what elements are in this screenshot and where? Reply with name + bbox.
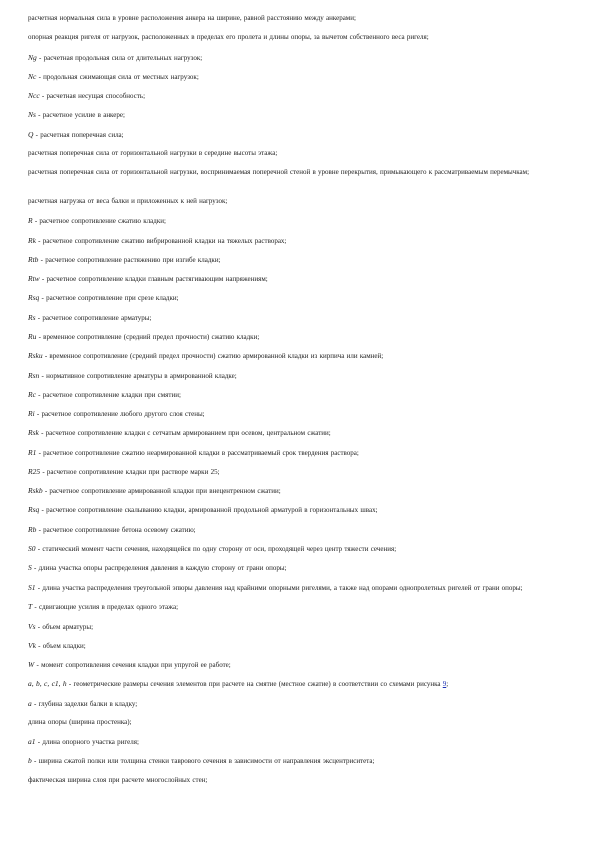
definition-text: - расчетная поперечная сила; [33,131,124,139]
definition-line [28,737,576,747]
definition-text: - временное сопротивление (средний предел прочности) сжатию армированной кладки из кирпича или камней; [42,352,384,360]
definition-symbol: Rsk [28,428,39,437]
definition-line [28,563,576,573]
definition-text: - ширина сжатой полки или толщина стенки таврового сечения в зависимости от направления эксцентриситета; [31,757,375,765]
definition-line [28,130,576,140]
definition-symbol: Rtw [28,274,40,283]
definition-symbol: b [28,756,32,765]
definition-line [28,91,576,101]
definition-text: фактическая ширина слоя при расчете многослойных стен; [28,776,208,784]
definition-symbol: T [28,602,33,611]
definition-line [28,776,576,785]
definition-text: - расчетная продольная сила от длительных нагрузок; [36,54,203,62]
definition-symbol: S1 [28,583,36,592]
definition-symbol: R25 [28,467,41,476]
definition-symbol: Ri [28,409,35,418]
definition-line [28,699,576,709]
definition-text: - расчетное сопротивление кладки главным растягивающим напряжениям; [39,275,268,283]
definition-text: - расчетное сопротивление бетона осевому сжатию; [36,526,196,534]
definition-line [28,390,576,400]
definition-line [28,544,576,554]
definition-line [28,583,576,593]
definition-line [28,505,576,515]
definition-text: - момент сопротивления сечения кладки при упругой ее работе; [34,661,231,669]
definition-text: - статический момент части сечения, находящейся по одну сторону от оси, проходящей через центр тяжести сечения; [35,545,397,553]
definition-line [28,149,576,158]
definition-text: - расчетное сопротивление растяжению при изгибе кладки; [38,256,221,264]
definition-line [28,428,576,438]
definition-symbol: S0 [28,544,36,553]
definition-text: - нормативное сопротивление арматуры в армированной кладке; [39,372,237,380]
definition-text: - геометрические размеры сечения элементов при расчете на смятие (местное сжатие) в соответствии со схемами рисунка [66,680,443,688]
definition-text: - объем кладки; [35,642,86,650]
definition-text: - продольная сжимающая сила от местных нагрузок; [36,73,199,81]
definition-line [28,467,576,477]
definition-line [28,168,576,177]
definition-line [28,371,576,381]
definition-text: расчетная поперечная сила от горизонтальной нагрузки, воспринимаемая поперечной стеной в уровне перекрытия, примыкающего к рассматриваемым перемычкам; [28,168,530,176]
definition-line [28,602,576,612]
definition-line [28,197,576,206]
definition-symbol: a [28,699,32,708]
definition-text: - глубина заделки балки в кладку; [31,700,138,708]
definition-text: длина опоры (ширина простенка); [28,718,132,726]
definition-text: - сдвигающие усилия в пределах одного этажа; [32,603,179,611]
definition-symbol: Rk [28,236,36,245]
definition-text: - расчетная несущая способность; [39,92,146,100]
definition-symbol: Ncc [28,91,40,100]
definition-text: - расчетное усилие в анкере; [35,111,125,119]
definition-symbol: Rb [28,525,37,534]
definition-line [28,679,576,689]
definition-text: расчетная нормальная сила в уровне расположения анкера на ширине, равной расстоянию между анкерами; [28,14,356,22]
definition-text: - временное сопротивление (средний предел прочности) сжатию кладки; [36,333,260,341]
definition-text: - длина участка распределения треугольной эпюры давления над крайними опорными ригелями, а также над опорами однопролетных ригелей от грани опоры; [35,584,523,592]
definition-symbol: Ns [28,110,36,119]
definition-symbol: Rsq [28,505,40,514]
definition-line [28,622,576,632]
definition-symbol: W [28,660,35,669]
definition-text: расчетная нагрузка от веса балки и приложенных к ней нагрузок; [28,197,228,205]
definition-line [28,293,576,303]
definition-text: - расчетное сопротивление сжатию неармированной кладки в рассматриваемый срок твердения раствора; [36,449,359,457]
definition-symbol: R1 [28,448,37,457]
definition-line [28,313,576,323]
definition-line [28,33,576,42]
definition-line [28,486,576,496]
definition-line [28,641,576,651]
definition-line [28,718,576,727]
definition-line [28,255,576,265]
definition-text: - расчетное сопротивление скалыванию кладки, армированной продольной арматурой в горизонтальных швах; [39,506,378,514]
definition-symbol: Rsku [28,351,43,360]
definition-text: - длина опорного участка ригеля; [35,738,139,746]
definition-text: - расчетное сопротивление сжатию кладки; [32,217,166,225]
definition-symbol: Rtb [28,255,39,264]
definition-text: - расчетное сопротивление арматуры; [35,314,152,322]
definition-line [28,756,576,766]
definition-line [28,216,576,226]
definition-symbol: Vk [28,641,36,650]
definition-line [28,351,576,361]
definition-text: - расчетное сопротивление кладки с сетчатым армированием при осевом, центральном сжатии; [38,429,331,437]
definition-text: - расчетное сопротивление сжатию вибрированной кладки на тяжелых растворах; [35,237,287,245]
definition-symbol: a, b, c, c1, h [28,679,67,688]
definition-text: - расчетное сопротивление кладки при смятии; [35,391,181,399]
definition-text: - длина участка опоры распределения давления в каждую сторону от грани опоры; [31,564,287,572]
definition-line [28,236,576,246]
definition-line [28,53,576,63]
definition-line [28,409,576,419]
definition-symbol: Ng [28,53,37,62]
definition-text: - расчетное сопротивление при срезе кладки; [39,294,179,302]
definition-symbol: Rs [28,313,36,322]
definition-symbol: Rc [28,390,36,399]
definition-text: - расчетное сопротивление армированной кладки при внецентренном сжатии; [42,487,281,495]
definition-symbol: Ru [28,332,37,341]
definition-line [28,110,576,120]
definition-line [28,72,576,82]
definition-symbol: Rskb [28,486,43,495]
definition-line [28,660,576,670]
definition-text: - расчетное сопротивление любого другого слоя стены; [34,410,205,418]
definition-symbol: Rsq [28,293,40,302]
definition-line [28,525,576,535]
definition-text: опорная реакция ригеля от нагрузок, расположенных в пределах его пролета и длины опоры, за вычетом собственного веса ригеля; [28,33,429,41]
definition-symbol: S [28,563,32,572]
definition-symbol: a1 [28,737,36,746]
definition-line [28,14,576,23]
definition-text: - расчетное сопротивление кладки при растворе марки 25; [40,468,220,476]
definition-tail: ; [446,680,449,688]
definition-symbol: Vs [28,622,36,631]
definition-text: расчетная поперечная сила от горизонтальной нагрузки в середине высоты этажа; [28,149,278,157]
definition-symbol: Nc [28,72,37,81]
figure-link[interactable]: 9 [442,680,447,688]
definition-line [28,274,576,284]
definition-symbol: R [28,216,33,225]
definition-text: - объем арматуры; [35,623,94,631]
definition-symbol: Rsn [28,371,40,380]
definition-line [28,332,576,342]
definition-line [28,448,576,458]
definition-symbol: Q [28,130,34,139]
